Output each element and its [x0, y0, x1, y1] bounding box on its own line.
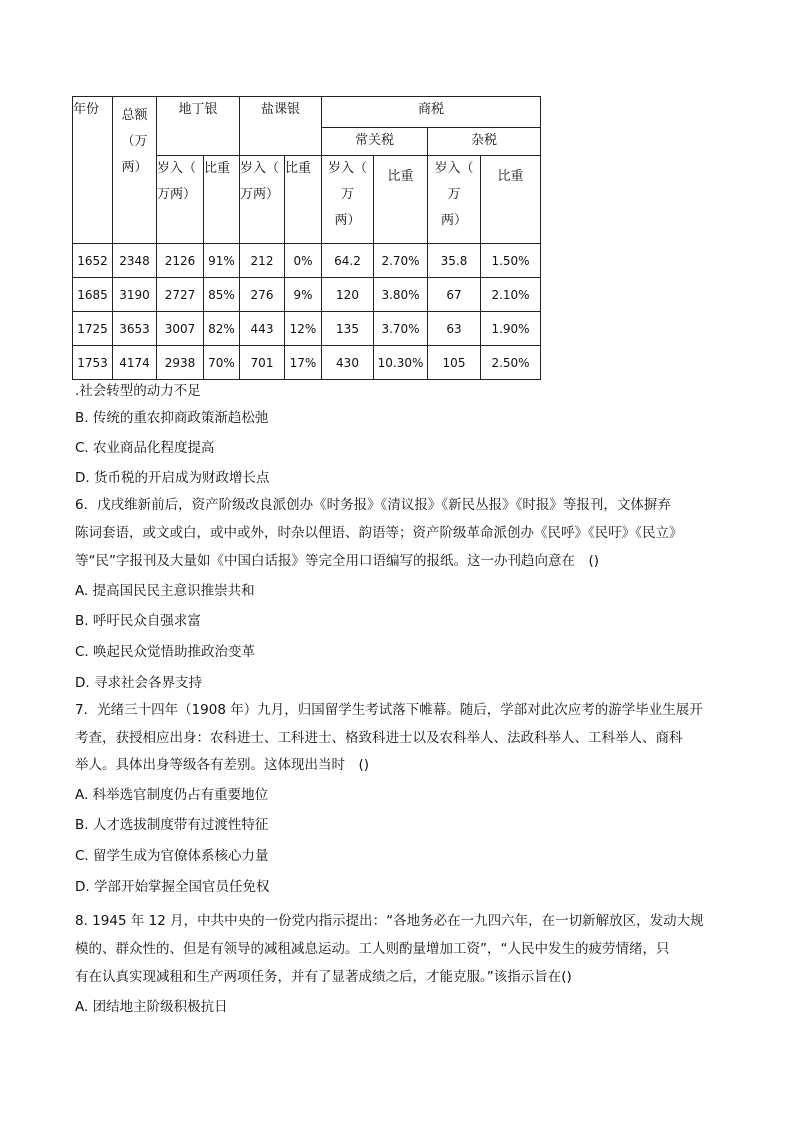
option-d-q6: D. 寻求社会各界支持	[75, 675, 202, 691]
table-row	[73, 346, 541, 380]
cell-year: 1685	[73, 278, 113, 312]
cell-year: 1753	[73, 346, 113, 380]
option-c-q6: C. 唤起民众觉悟助推政治变革	[75, 644, 256, 660]
option-c-q5: C. 农业商品化程度提高	[75, 440, 215, 456]
option-a-q5: .社会转型的动力不足	[75, 383, 201, 399]
table-body	[73, 244, 541, 380]
option-a-q8: A. 团结地主阶级积极抗日	[75, 999, 228, 1015]
cell-changguan-bizhong: 10.30%	[374, 346, 428, 380]
cell-zashui-suiru: 67	[428, 278, 481, 312]
header-total: 总额 （万 两）	[113, 97, 157, 244]
header-yanke-bizhong: 比重	[285, 156, 322, 244]
cell-total: 3653	[113, 312, 157, 346]
cell-changguan-bizhong: 3.80%	[374, 278, 428, 312]
cell-total: 3190	[113, 278, 157, 312]
header-zashui-suiru: 岁入（ 万 两）	[428, 156, 481, 244]
question-7-line-1: 7．光绪三十四年（1908 年）九月，归国留学生考试落下帷幕。随后，学部对此次应考的游学毕业生展开	[75, 702, 703, 718]
header-yanke-suiru: 岁入（ 万两）	[240, 156, 285, 244]
option-d-q5: D. 货币税的开启成为财政增长点	[75, 470, 270, 486]
cell-yanke-suiru: 212	[240, 244, 285, 278]
header-diding-suiru: 岁入（ 万两）	[157, 156, 204, 244]
cell-zashui-suiru: 105	[428, 346, 481, 380]
cell-diding-bizhong: 70%	[204, 346, 240, 380]
question-6-line-1: 6．戊戌维新前后，资产阶级改良派创办《时务报》《清议报》《新民丛报》《时报》等报刊，文体摒弃	[75, 497, 671, 513]
cell-changguan-bizhong: 3.70%	[374, 312, 428, 346]
cell-year: 1725	[73, 312, 113, 346]
cell-diding-suiru: 2126	[157, 244, 204, 278]
cell-diding-bizhong: 91%	[204, 244, 240, 278]
cell-changguan-bizhong: 2.70%	[374, 244, 428, 278]
header-year: 年份	[73, 97, 113, 244]
header-diding-bizhong: 比重	[204, 156, 240, 244]
cell-zashui-bizhong: 2.10%	[481, 278, 541, 312]
header-changguan-bizhong: 比重	[374, 156, 428, 244]
cell-diding-suiru: 2938	[157, 346, 204, 380]
question-6-line-3: 等“民”字报刊及大量如《中国白话报》等完全用口语编写的报纸。这一办刊趋向意在 ()	[75, 553, 600, 569]
cell-yanke-suiru: 701	[240, 346, 285, 380]
cell-zashui-bizhong: 1.50%	[481, 244, 541, 278]
cell-total: 2348	[113, 244, 157, 278]
cell-diding-suiru: 3007	[157, 312, 204, 346]
header-changguan-suiru: 岁入（ 万 两）	[322, 156, 374, 244]
cell-zashui-bizhong: 2.50%	[481, 346, 541, 380]
cell-diding-bizhong: 85%	[204, 278, 240, 312]
cell-total: 4174	[113, 346, 157, 380]
option-d-q7: D. 学部开始掌握全国官员任免权	[75, 879, 270, 895]
option-b-q7: B. 人才选拔制度带有过渡性特征	[75, 817, 269, 833]
table-row	[73, 312, 541, 346]
question-7-line-3: 举人。具体出身等级各有差别。这体现出当时 ()	[75, 757, 370, 773]
cell-changguan-suiru: 64.2	[322, 244, 374, 278]
question-8-line-3: 有在认真实现减租和生产两项任务，并有了显著成绩之后，才能克服。”该指示旨在()	[75, 969, 572, 985]
cell-zashui-suiru: 63	[428, 312, 481, 346]
cell-yanke-bizhong: 12%	[285, 312, 322, 346]
cell-changguan-suiru: 135	[322, 312, 374, 346]
header-zashui-bizhong: 比重	[481, 156, 541, 244]
cell-yanke-suiru: 443	[240, 312, 285, 346]
cell-zashui-bizhong: 1.90%	[481, 312, 541, 346]
table-row	[73, 278, 541, 312]
question-7-line-2: 考查，获授相应出身：农科进士、工科进士、格致科进士以及农科举人、法政科举人、工科举人、商科	[75, 730, 683, 746]
question-6-line-2: 陈词套语，或文或白，或中或外，时杂以俚语、韵语等；资产阶级革命派创办《民呼》《民吁》《民立》	[75, 525, 683, 541]
cell-changguan-suiru: 430	[322, 346, 374, 380]
header-yanke: 盐课银	[240, 97, 322, 156]
cell-yanke-bizhong: 17%	[285, 346, 322, 380]
header-zashui: 杂税	[428, 128, 541, 156]
question-8-line-2: 模的、群众性的、但是有领导的减租减息运动。工人则酌量增加工资”，“人民中发生的疲劳情绪，只	[75, 941, 670, 957]
cell-yanke-bizhong: 9%	[285, 278, 322, 312]
option-b-q5: B. 传统的重农抑商政策渐趋松弛	[75, 410, 269, 426]
option-a-q7: A. 科举选官制度仍占有重要地位	[75, 787, 269, 803]
cell-diding-bizhong: 82%	[204, 312, 240, 346]
option-a-q6: A. 提高国民民主意识推崇共和	[75, 583, 255, 599]
header-shangshui: 商税	[322, 97, 541, 128]
cell-year: 1652	[73, 244, 113, 278]
table-row	[73, 244, 541, 278]
header-changguan: 常关税	[322, 128, 428, 156]
option-b-q6: B. 呼吁民众自强求富	[75, 613, 201, 629]
tax-revenue-table	[72, 96, 541, 380]
header-diding: 地丁银	[157, 97, 240, 156]
cell-zashui-suiru: 35.8	[428, 244, 481, 278]
option-c-q7: C. 留学生成为官僚体系核心力量	[75, 848, 269, 864]
cell-yanke-bizhong: 0%	[285, 244, 322, 278]
question-8-line-1: 8. 1945 年 12 月，中共中央的一份党内指示提出：“各地务必在一九四六年，在一切新解放区，发动大规	[75, 913, 704, 929]
cell-diding-suiru: 2727	[157, 278, 204, 312]
cell-changguan-suiru: 120	[322, 278, 374, 312]
cell-yanke-suiru: 276	[240, 278, 285, 312]
